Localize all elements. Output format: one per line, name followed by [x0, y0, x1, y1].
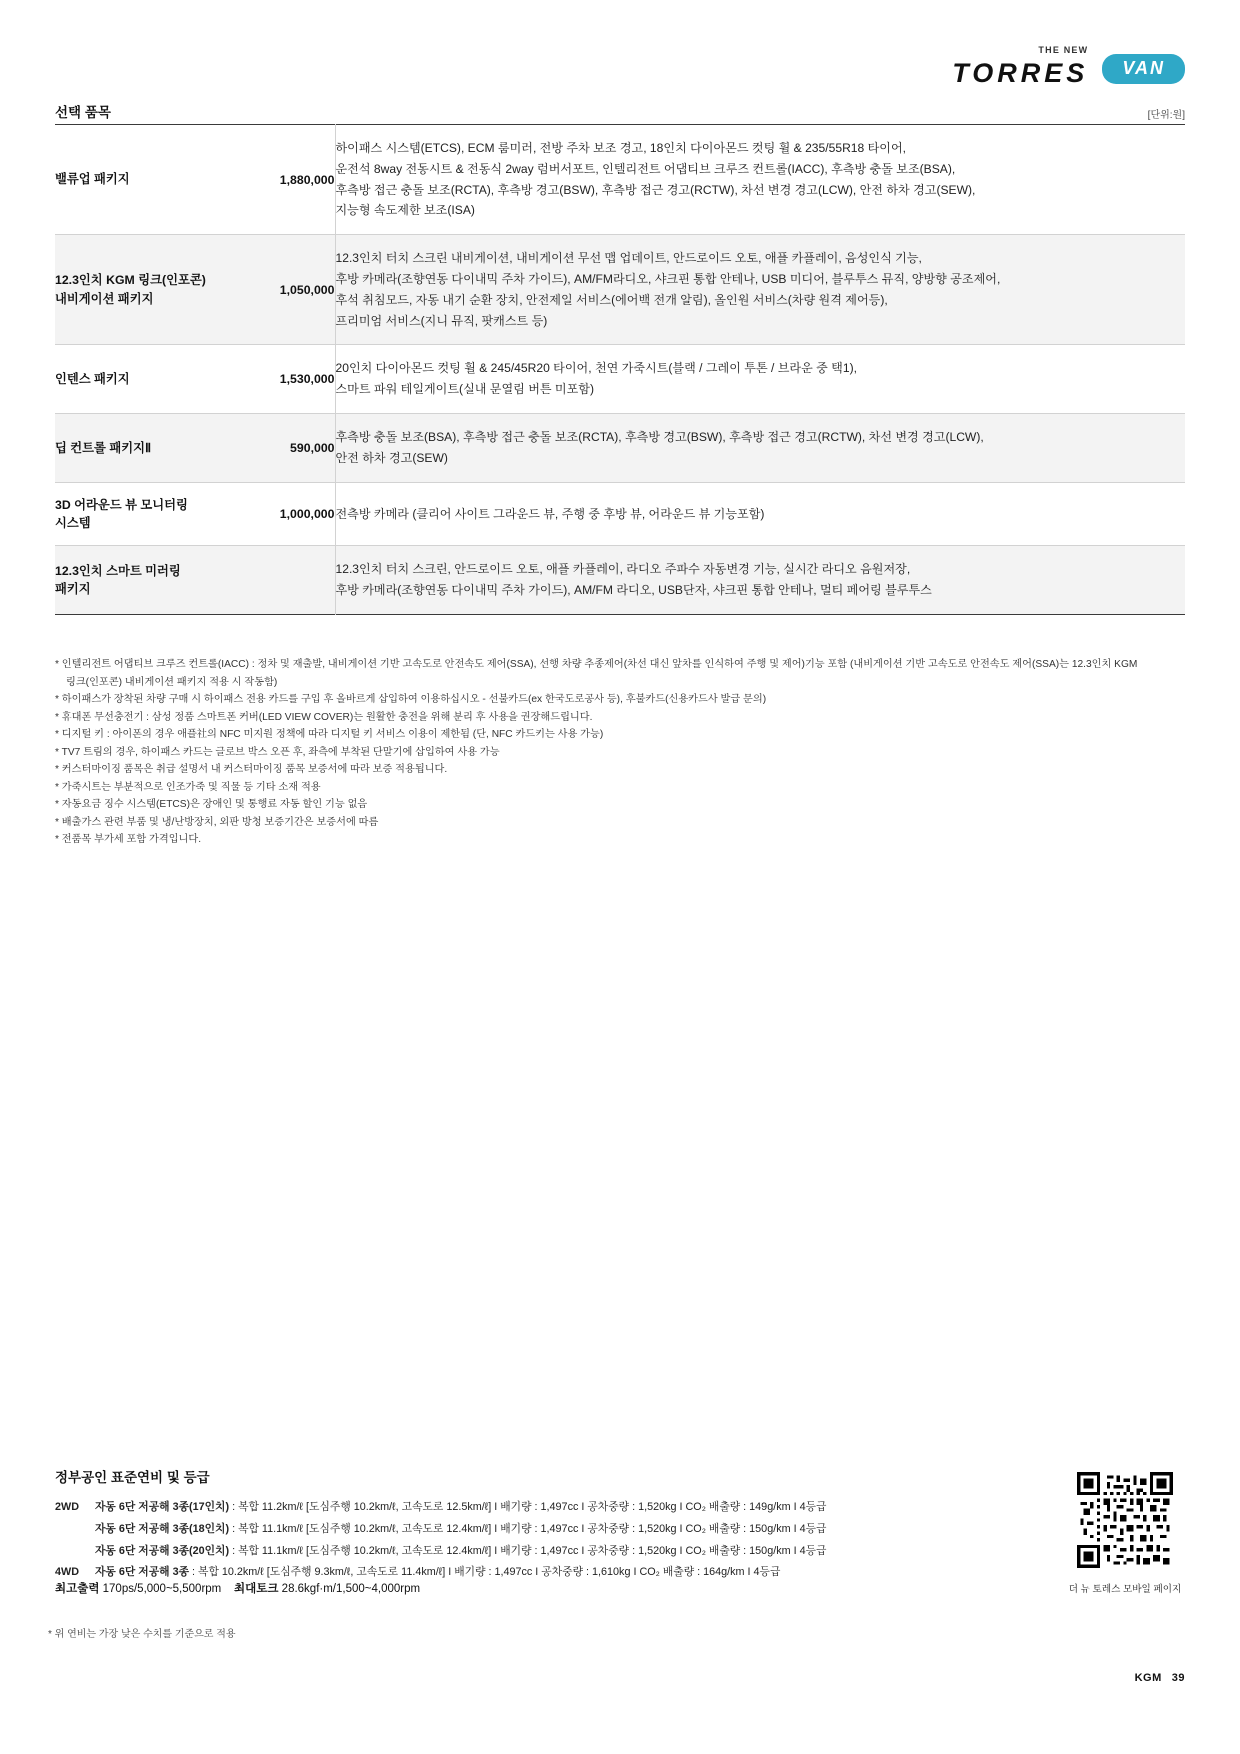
footnote-item: * 디지털 키 : 아이폰의 경우 애플社의 NFC 미지원 정책에 따라 디지털 키 서비스 이용이 제한됨 (단, NFC 카드키는 사용 가능)	[55, 729, 604, 741]
drive-type: 2WD	[55, 1501, 79, 1513]
fuel-economy-list	[55, 1497, 1055, 1584]
list-item	[55, 1541, 1055, 1563]
transmission-label: 자동 6단 저공해 3종(20인치)	[95, 1544, 230, 1557]
spec-values: : 복합 11.2km/ℓ [도심주행 10.2km/ℓ, 고속도로 12.5km/ℓ] Ι 배기량 : 1,497cc Ι 공차중량 : 1,520kg Ι CO₂ 배출량 : 149g/km Ι 4등급	[232, 1501, 827, 1513]
page-footer	[1135, 1672, 1185, 1684]
option-description: 하이패스 시스템(ETCS), ECM 룸미러, 전방 주차 보조 경고, 18인치 다이아몬드 컷팅 휠 & 235/55R18 타이어, 운전석 8way 전동시트 & 전동식 2way 럼버서포트, 인텔리전트 어댑티브 크루즈 컨트롤(IACC), 후측방 충돌 보조(BSA), 후측방 접근 충돌 보조(RCTA), 후측방 경고(BSW), 후측방 접근 경고(RCTW), 차선 변경 경고(LCW), 안전 하차 경고(SEW), 지능형 속도제한 보조(ISA)	[335, 141, 976, 218]
max-power-label: 최고출력	[55, 1583, 100, 1595]
option-description: 12.3인치 터치 스크린, 안드로이드 오토, 애플 카플레이, 라디오 주파수 자동변경 기능, 실시간 라디오 음원저장, 후방 카메라(조향연동 다이내믹 주차 가이드), AM/FM 라디오, USB단자, 샤크핀 통합 안테나, 멀티 페어링 블루투스	[335, 562, 932, 598]
option-price: 1,000,000	[230, 482, 335, 546]
brand-the-new-label: THE NEW	[1038, 45, 1089, 55]
footnote-item: 링크(인포콘) 내비게이션 패키지 적용 시 작동함)	[66, 676, 278, 688]
option-description: 후측방 충돌 보조(BSA), 후측방 접근 충돌 보조(RCTA), 후측방 경고(BSW), 후측방 접근 경고(RCTW), 차선 변경 경고(LCW), 안전 하차 경고(SEW)	[335, 429, 984, 465]
option-price: 1,880,000	[230, 125, 335, 235]
option-name: 3D 어라운드 뷰 모니터링 시스템	[55, 497, 188, 530]
brand-van-badge: VAN	[1102, 54, 1185, 84]
table-row	[55, 482, 1185, 546]
footer-brand: KGM	[1134, 1672, 1162, 1684]
table-row	[55, 235, 1185, 345]
footnote-item: * 전품목 부가세 포함 가격입니다.	[55, 834, 202, 846]
option-name: 12.3인치 스마트 미러링 패키지	[55, 563, 181, 597]
footnote-item: * 자동요금 징수 시스템(ETCS)은 장애인 및 통행료 자동 할인 기능 없음	[55, 799, 368, 811]
drive-type: 4WD	[55, 1566, 79, 1579]
option-price: 1,050,000	[230, 235, 335, 345]
unit-note: [단위:원]	[1147, 110, 1185, 121]
fuel-economy-footnote: * 위 연비는 가장 낮은 수치를 기준으로 적용	[48, 1629, 236, 1640]
footnote-item: * 배출가스 관련 부품 및 냉/난방장치, 외판 방청 보증기간은 보증서에 따름	[55, 816, 379, 828]
transmission-label: 자동 6단 저공해 3종	[95, 1566, 190, 1579]
option-name: 밸류업 패키지	[55, 172, 130, 187]
max-torque-label: 최대토크	[234, 1583, 279, 1595]
transmission-label: 자동 6단 저공해 3종(17인치)	[95, 1501, 230, 1513]
footnote-item: * 가죽시트는 부분적으로 인조가죽 및 직물 등 기타 소재 적용	[55, 781, 321, 793]
spec-values: : 복합 10.2km/ℓ [도심주행 9.3km/ℓ, 고속도로 11.4km/ℓ] Ι 배기량 : 1,497cc Ι 공차중량 : 1,610kg Ι CO₂ 배출량 : 164g/km Ι 4등급	[192, 1566, 781, 1579]
option-description: 12.3인치 터치 스크린 내비게이션, 내비게이션 무선 맵 업데이트, 안드로이드 오토, 애플 카플레이, 음성인식 기능, 후방 카메라(조향연동 다이내믹 주차 가이드), AM/FM라디오, 샤크핀 통합 안테나, USB 미디어, 블루투스 뮤직, 양방향 공조제어, 후석 취침모드, 자동 내기 순환 장치, 안전제일 서비스(에어백 전개 알림), 올인원 서비스(차량 원격 제어등), 프리미엄 서비스(지니 뮤직, 팟캐스트 등)	[335, 251, 1001, 328]
footnote-item: * TV7 트림의 경우, 하이패스 카드는 글로브 박스 오픈 후, 좌측에 부착된 단말기에 삽입하여 사용 가능	[55, 746, 500, 758]
option-description: 20인치 다이아몬드 컷팅 휠 & 245/45R20 타이어, 천연 가죽시트(블랙 / 그레이 투톤 / 브라운 중 택1), 스마트 파워 테일게이트(실내 문열림 버튼 미포함)	[335, 361, 857, 397]
qr-code-block[interactable]	[1065, 1472, 1185, 1595]
max-power-value: 170ps/5,000~5,500rpm	[102, 1583, 222, 1595]
table-row	[55, 413, 1185, 482]
brand-header	[952, 46, 1185, 87]
max-torque-value: 28.6kgf·m/1,500~4,000rpm	[281, 1583, 421, 1595]
qr-code-icon[interactable]	[1077, 1472, 1173, 1568]
fuel-economy-title: 정부공인 표준연비 및 등급	[55, 1470, 210, 1485]
transmission-label: 자동 6단 저공해 3종(18인치)	[95, 1522, 230, 1535]
option-name: 딥 컨트롤 패키지Ⅱ	[55, 440, 152, 455]
option-description: 전측방 카메라 (클리어 사이트 그라운드 뷰, 주행 중 후방 뷰, 어라운드 뷰 기능포함)	[335, 506, 765, 521]
option-price: 590,000	[230, 413, 335, 482]
table-row	[55, 546, 1185, 615]
option-table-body	[55, 125, 1185, 615]
footnote-item: * 인텔리전트 어댑티브 크루즈 컨트롤(IACC) : 정차 및 재출발, 내비게이션 기반 고속도로 안전속도 제어(SSA), 선행 차량 추종제어(차선 대신 앞차를 인식하여 주행 및 제어)기능 포함 (내비게이션 기반 고속도로 안전속도 제어(SSA)는 12.3인치 KGM	[55, 659, 1138, 670]
footnote-item: * 커스터마이징 품목은 취급 설명서 내 커스터마이징 품목 보증서에 따라 보증 적용됩니다.	[55, 764, 448, 776]
page-number: 39	[1171, 1672, 1185, 1684]
option-name: 12.3인치 KGM 링크(인포콘) 내비게이션 패키지	[55, 273, 206, 306]
qr-caption: 더 뉴 토레스 모바일 페이지	[1068, 1584, 1182, 1595]
table-row	[55, 345, 1185, 414]
spec-values: : 복합 11.1km/ℓ [도심주행 10.2km/ℓ, 고속도로 12.4km/ℓ] Ι 배기량 : 1,497cc Ι 공차중량 : 1,520kg Ι CO₂ 배출량 : 150g/km Ι 4등급	[232, 1544, 827, 1557]
brand-title-block	[952, 46, 1088, 87]
table-row	[55, 125, 1185, 235]
option-table	[55, 124, 1185, 615]
list-item	[55, 1519, 1055, 1541]
engine-performance	[55, 1580, 420, 1596]
footnote-item: * 휴대폰 무선충전기 : 삼성 정품 스마트폰 커버(LED VIEW COVER)는 원활한 충전을 위해 분리 후 사용을 권장해드립니다.	[55, 711, 593, 723]
brand-model-name: TORRES	[952, 58, 1089, 88]
footnote-item: * 하이패스가 장착된 차량 구매 시 하이패스 전용 카드를 구입 후 올바르게 삽입하여 이용하십시오 - 선불카드(ex 한국도로공사 등), 후불카드(신용카드사 발급 문의)	[55, 694, 767, 706]
option-price: 1,530,000	[230, 345, 335, 414]
option-name: 인텐스 패키지	[55, 371, 130, 386]
option-price	[230, 546, 335, 615]
footnote-list	[55, 657, 1190, 850]
list-item	[55, 1497, 1055, 1519]
spec-values: : 복합 11.1km/ℓ [도심주행 10.2km/ℓ, 고속도로 12.4km/ℓ] Ι 배기량 : 1,497cc Ι 공차중량 : 1,520kg Ι CO₂ 배출량 : 150g/km Ι 4등급	[232, 1522, 827, 1535]
page-title: 선택 품목	[55, 105, 111, 120]
